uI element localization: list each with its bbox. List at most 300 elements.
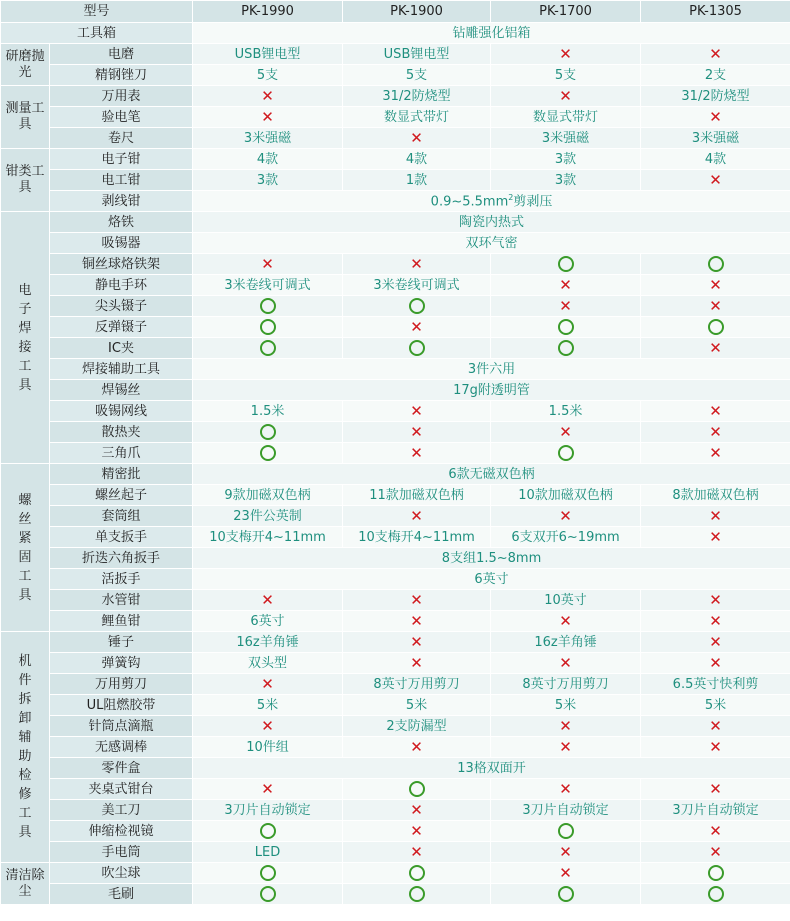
- value-cell: [641, 884, 790, 905]
- value-cell: [343, 128, 491, 149]
- value-cell: [641, 317, 790, 338]
- circle-icon: [260, 823, 276, 839]
- table-row: [1, 884, 790, 905]
- table-row: [1, 359, 790, 380]
- value-cell: [491, 422, 641, 443]
- value-cell: [641, 422, 790, 443]
- table-row: [1, 695, 790, 716]
- cross-icon: ✕: [709, 401, 722, 420]
- value-cell: 9款加磁双色柄: [193, 485, 343, 506]
- circle-icon: [708, 256, 724, 272]
- value-cell: [193, 86, 343, 107]
- table-row: [1, 653, 790, 674]
- value-cell: [491, 254, 641, 275]
- table-row: [1, 842, 790, 863]
- cross-icon: ✕: [410, 800, 423, 819]
- circle-icon: [708, 865, 724, 881]
- value-cell: 31/2防烧型: [641, 86, 790, 107]
- value-cell: 6款无磁双色柄: [193, 464, 790, 485]
- cross-icon: ✕: [709, 590, 722, 609]
- value-cell: [193, 443, 343, 464]
- table-row: [1, 23, 790, 44]
- row-label: IC夹: [50, 338, 193, 359]
- value-cell: 10件组: [193, 737, 343, 758]
- value-cell: 3米强磁: [491, 128, 641, 149]
- row-label: 折迭六角扳手: [50, 548, 193, 569]
- table-row: [1, 296, 790, 317]
- row-label: 套筒组: [50, 506, 193, 527]
- value-cell: [491, 296, 641, 317]
- row-label: 鲤鱼钳: [50, 611, 193, 632]
- value-cell: [641, 170, 790, 191]
- value-cell: [193, 338, 343, 359]
- circle-icon: [708, 319, 724, 335]
- row-label: 吸锡网线: [50, 401, 193, 422]
- value-cell: [641, 527, 790, 548]
- table-row: [1, 65, 790, 86]
- value-cell: [491, 275, 641, 296]
- value-cell: 3款: [491, 149, 641, 170]
- value-cell: 10款加磁双色柄: [491, 485, 641, 506]
- row-label: UL阻燃胶带: [50, 695, 193, 716]
- row-label: 美工刀: [50, 800, 193, 821]
- value-cell: USB锂电型: [343, 44, 491, 65]
- row-label: 卷尺: [50, 128, 193, 149]
- table-row: [1, 233, 790, 254]
- table-row: [1, 506, 790, 527]
- value-cell: 4款: [193, 149, 343, 170]
- cross-icon: ✕: [410, 443, 423, 462]
- value-cell: [641, 443, 790, 464]
- table-row: [1, 338, 790, 359]
- value-cell: [193, 590, 343, 611]
- table-row: [1, 863, 790, 884]
- cross-icon: ✕: [559, 296, 572, 315]
- table-row: [1, 716, 790, 737]
- cross-icon: ✕: [709, 506, 722, 525]
- cross-icon: ✕: [559, 86, 572, 105]
- value-cell: 3米卷线可调式: [193, 275, 343, 296]
- row-label: 精密批: [50, 464, 193, 485]
- value-cell: [491, 884, 641, 905]
- value-cell: [343, 401, 491, 422]
- table-row: [1, 527, 790, 548]
- cross-icon: ✕: [559, 716, 572, 735]
- value-cell: [491, 44, 641, 65]
- table-row: [1, 317, 790, 338]
- table-row: [1, 590, 790, 611]
- value-cell: [193, 296, 343, 317]
- cross-icon: ✕: [709, 527, 722, 546]
- row-label: 剥线钳: [50, 191, 193, 212]
- value-cell: 8款加磁双色柄: [641, 485, 790, 506]
- cross-icon: ✕: [709, 653, 722, 672]
- cross-icon: ✕: [559, 653, 572, 672]
- value-cell: [193, 107, 343, 128]
- value-cell: 3刀片自动锁定: [193, 800, 343, 821]
- value-cell: 1.5米: [193, 401, 343, 422]
- value-cell: [491, 443, 641, 464]
- cross-icon: ✕: [709, 842, 722, 861]
- circle-icon: [260, 298, 276, 314]
- value-cell: [343, 842, 491, 863]
- value-cell: 10支梅开4~11mm: [193, 527, 343, 548]
- table-row: [1, 107, 790, 128]
- value-cell: 5米: [641, 695, 790, 716]
- value-cell: 5支: [193, 65, 343, 86]
- table-row: [1, 779, 790, 800]
- value-cell: [343, 338, 491, 359]
- value-cell: [343, 590, 491, 611]
- value-cell: [343, 296, 491, 317]
- value-cell: 1款: [343, 170, 491, 191]
- cross-icon: ✕: [410, 401, 423, 420]
- circle-icon: [409, 340, 425, 356]
- value-cell: 3款: [193, 170, 343, 191]
- cross-icon: ✕: [410, 128, 423, 147]
- cross-icon: ✕: [559, 422, 572, 441]
- value-cell: 3件六用: [193, 359, 790, 380]
- row-label: 静电手环: [50, 275, 193, 296]
- circle-icon: [409, 886, 425, 902]
- category-cleaning: 清洁除尘: [1, 863, 50, 905]
- row-label: 散热夹: [50, 422, 193, 443]
- cross-icon: ✕: [410, 254, 423, 273]
- value-cell: [491, 611, 641, 632]
- circle-icon: [409, 298, 425, 314]
- table-row: [1, 380, 790, 401]
- circle-icon: [558, 319, 574, 335]
- table-row: [1, 170, 790, 191]
- table-row: [1, 212, 790, 233]
- cross-icon: ✕: [410, 422, 423, 441]
- circle-icon: [558, 886, 574, 902]
- value-cell: 6英寸: [193, 569, 790, 590]
- value-cell: [343, 632, 491, 653]
- cross-icon: ✕: [559, 611, 572, 630]
- table-row: [1, 548, 790, 569]
- row-label: 验电笔: [50, 107, 193, 128]
- cross-icon: ✕: [261, 590, 274, 609]
- value-cell: [193, 254, 343, 275]
- table-row: [1, 569, 790, 590]
- value-cell: [641, 296, 790, 317]
- stripper-range: 0.9~5.5mm: [430, 194, 509, 210]
- value-cell: 17g附透明管: [193, 380, 790, 401]
- category-disassembly: [1, 632, 50, 863]
- category-measuring: 测量工具: [1, 86, 50, 149]
- value-cell: 3米强磁: [641, 128, 790, 149]
- value-cell: 数显式带灯: [491, 107, 641, 128]
- cross-icon: ✕: [261, 254, 274, 273]
- cross-icon: ✕: [410, 632, 423, 651]
- table-row: [1, 149, 790, 170]
- value-cell: 双环气密: [193, 233, 790, 254]
- row-label: 无感调棒: [50, 737, 193, 758]
- cross-icon: ✕: [261, 716, 274, 735]
- value-cell: 2支: [641, 65, 790, 86]
- value-cell: [641, 779, 790, 800]
- table-row: [1, 611, 790, 632]
- cross-icon: ✕: [709, 716, 722, 735]
- value-cell: 10支梅开4~11mm: [343, 527, 491, 548]
- row-label: 三角爪: [50, 443, 193, 464]
- row-label: 万用剪刀: [50, 674, 193, 695]
- row-label: 焊锡丝: [50, 380, 193, 401]
- value-cell: [343, 422, 491, 443]
- table-row: [1, 275, 790, 296]
- value-cell: [193, 317, 343, 338]
- row-label: 反弹镊子: [50, 317, 193, 338]
- value-cell: [193, 821, 343, 842]
- value-cell: 3刀片自动锁定: [641, 800, 790, 821]
- row-label: 吸锡器: [50, 233, 193, 254]
- value-cell: [641, 590, 790, 611]
- cross-icon: ✕: [559, 779, 572, 798]
- value-cell: [641, 863, 790, 884]
- cross-icon: ✕: [709, 632, 722, 651]
- row-label: 工具箱: [1, 23, 193, 44]
- cross-icon: ✕: [709, 779, 722, 798]
- value-cell: 8英寸万用剪刀: [491, 674, 641, 695]
- value-cell: 5支: [343, 65, 491, 86]
- table-row: [1, 632, 790, 653]
- row-label: 活扳手: [50, 569, 193, 590]
- value-cell: LED: [193, 842, 343, 863]
- value-cell: 11款加磁双色柄: [343, 485, 491, 506]
- row-label: 伸缩检视镜: [50, 821, 193, 842]
- circle-icon: [558, 823, 574, 839]
- value-cell: 5米: [491, 695, 641, 716]
- value-cell: 31/2防烧型: [343, 86, 491, 107]
- value-cell: [641, 44, 790, 65]
- value-cell: 钻雕强化铝箱: [193, 23, 790, 44]
- cross-icon: ✕: [559, 44, 572, 63]
- value-cell: [343, 821, 491, 842]
- cross-icon: ✕: [261, 674, 274, 693]
- row-label: 针筒点滴瓶: [50, 716, 193, 737]
- cross-icon: ✕: [410, 737, 423, 756]
- cross-icon: ✕: [709, 611, 722, 630]
- value-cell: [491, 317, 641, 338]
- value-cell: 5米: [193, 695, 343, 716]
- cross-icon: ✕: [559, 737, 572, 756]
- value-cell: [491, 842, 641, 863]
- circle-icon: [260, 886, 276, 902]
- row-label: 精钢锉刀: [50, 65, 193, 86]
- category-grinding: 研磨抛光: [1, 44, 50, 86]
- value-cell: [343, 506, 491, 527]
- category-soldering: [1, 212, 50, 464]
- value-cell: [193, 884, 343, 905]
- row-label: 锤子: [50, 632, 193, 653]
- value-cell: [491, 821, 641, 842]
- value-cell: [343, 254, 491, 275]
- cross-icon: ✕: [709, 275, 722, 294]
- value-cell: [641, 254, 790, 275]
- value-cell: 8英寸万用剪刀: [343, 674, 491, 695]
- value-cell: 10英寸: [491, 590, 641, 611]
- value-cell: 3米卷线可调式: [343, 275, 491, 296]
- value-cell: 1.5米: [491, 401, 641, 422]
- value-cell: [641, 632, 790, 653]
- value-cell: [193, 863, 343, 884]
- cross-icon: ✕: [559, 275, 572, 294]
- value-cell: 4款: [641, 149, 790, 170]
- value-cell: [343, 653, 491, 674]
- circle-icon: [558, 256, 574, 272]
- value-cell: [343, 884, 491, 905]
- value-cell: 8支组1.5~8mm: [193, 548, 790, 569]
- row-label: 毛刷: [50, 884, 193, 905]
- value-cell: [641, 107, 790, 128]
- table-row: [1, 44, 790, 65]
- value-cell: [193, 779, 343, 800]
- cross-icon: ✕: [410, 506, 423, 525]
- value-cell: USB锂电型: [193, 44, 343, 65]
- value-cell: 13格双面开: [193, 758, 790, 779]
- value-cell: 16z羊角锤: [491, 632, 641, 653]
- cross-icon: ✕: [709, 296, 722, 315]
- value-cell: [193, 716, 343, 737]
- cross-icon: ✕: [261, 107, 274, 126]
- stripper-function: 剪剥压: [513, 194, 553, 210]
- value-cell: [641, 737, 790, 758]
- cross-icon: ✕: [261, 86, 274, 105]
- category-fastening: [1, 464, 50, 632]
- value-cell: [641, 842, 790, 863]
- value-cell: 4款: [343, 149, 491, 170]
- table-row: [1, 674, 790, 695]
- value-cell: [491, 506, 641, 527]
- circle-icon: [409, 865, 425, 881]
- table-row: [1, 422, 790, 443]
- value-cell: [491, 779, 641, 800]
- cross-icon: ✕: [709, 737, 722, 756]
- circle-icon: [260, 340, 276, 356]
- circle-icon: [260, 445, 276, 461]
- value-cell: [641, 401, 790, 422]
- value-cell: 6英寸: [193, 611, 343, 632]
- value-cell: [641, 716, 790, 737]
- value-cell: 3米强磁: [193, 128, 343, 149]
- category-fastening-text: 螺 丝 紧 固 工 具: [18, 492, 32, 603]
- value-cell: [641, 338, 790, 359]
- cross-icon: ✕: [559, 863, 572, 882]
- table-row: [1, 128, 790, 149]
- row-label: 水管钳: [50, 590, 193, 611]
- value-cell: [343, 317, 491, 338]
- value-cell: 3款: [491, 170, 641, 191]
- stripper-unit-power: 2: [508, 192, 514, 202]
- cross-icon: ✕: [410, 842, 423, 861]
- cross-icon: ✕: [709, 422, 722, 441]
- value-cell: 数显式带灯: [343, 107, 491, 128]
- table-row: [1, 821, 790, 842]
- value-cell: 5支: [491, 65, 641, 86]
- circle-icon: [409, 781, 425, 797]
- table-row: [1, 758, 790, 779]
- cross-icon: ✕: [709, 821, 722, 840]
- value-cell: 3刀片自动锁定: [491, 800, 641, 821]
- table-row: [1, 485, 790, 506]
- cross-icon: ✕: [709, 44, 722, 63]
- cross-icon: ✕: [410, 317, 423, 336]
- category-pliers: 钳类工具: [1, 149, 50, 212]
- value-cell: [491, 737, 641, 758]
- row-label: 焊接辅助工具: [50, 359, 193, 380]
- value-cell: 6支双开6~19mm: [491, 527, 641, 548]
- table-row: [1, 464, 790, 485]
- circle-icon: [558, 340, 574, 356]
- value-cell: 16z羊角锤: [193, 632, 343, 653]
- cross-icon: ✕: [559, 506, 572, 525]
- table-row: [1, 800, 790, 821]
- row-label: 电工钳: [50, 170, 193, 191]
- row-label: 吹尘球: [50, 863, 193, 884]
- category-disassembly-text: 机 件 拆 卸 辅 助 检 修 工 具: [18, 654, 32, 840]
- model-pk1700: PK-1700: [491, 1, 641, 23]
- value-cell: 6.5英寸快利剪: [641, 674, 790, 695]
- table-row: [1, 443, 790, 464]
- circle-icon: [260, 319, 276, 335]
- value-cell: [343, 800, 491, 821]
- row-label: 烙铁: [50, 212, 193, 233]
- circle-icon: [260, 424, 276, 440]
- cross-icon: ✕: [410, 590, 423, 609]
- value-cell: 23件公英制: [193, 506, 343, 527]
- value-cell: 2支防漏型: [343, 716, 491, 737]
- value-cell: 双头型: [193, 653, 343, 674]
- table-row: [1, 737, 790, 758]
- cross-icon: ✕: [709, 338, 722, 357]
- row-label: 电子钳: [50, 149, 193, 170]
- table-row: [1, 401, 790, 422]
- value-cell: [641, 611, 790, 632]
- table-row: [1, 86, 790, 107]
- value-cell: [343, 737, 491, 758]
- row-label: 铜丝球烙铁架: [50, 254, 193, 275]
- value-cell: [343, 779, 491, 800]
- row-label: 夹桌式钳台: [50, 779, 193, 800]
- value-cell: [343, 443, 491, 464]
- value-cell: [491, 86, 641, 107]
- model-pk1990: PK-1990: [193, 1, 343, 23]
- value-cell: [193, 191, 790, 212]
- row-label: 弹簧钩: [50, 653, 193, 674]
- table-row: [1, 254, 790, 275]
- value-cell: [343, 863, 491, 884]
- circle-icon: [708, 886, 724, 902]
- header-row: [1, 1, 790, 23]
- cross-icon: ✕: [261, 779, 274, 798]
- row-label: 手电筒: [50, 842, 193, 863]
- circle-icon: [260, 865, 276, 881]
- cross-icon: ✕: [410, 611, 423, 630]
- value-cell: 5米: [343, 695, 491, 716]
- model-header: 型号: [1, 1, 193, 23]
- value-cell: [491, 863, 641, 884]
- cross-icon: ✕: [709, 443, 722, 462]
- row-label: 螺丝起子: [50, 485, 193, 506]
- row-label: 零件盒: [50, 758, 193, 779]
- model-pk1305: PK-1305: [641, 1, 790, 23]
- value-cell: 陶瓷内热式: [193, 212, 790, 233]
- cross-icon: ✕: [709, 170, 722, 189]
- row-label: 单支扳手: [50, 527, 193, 548]
- value-cell: [491, 716, 641, 737]
- value-cell: [491, 338, 641, 359]
